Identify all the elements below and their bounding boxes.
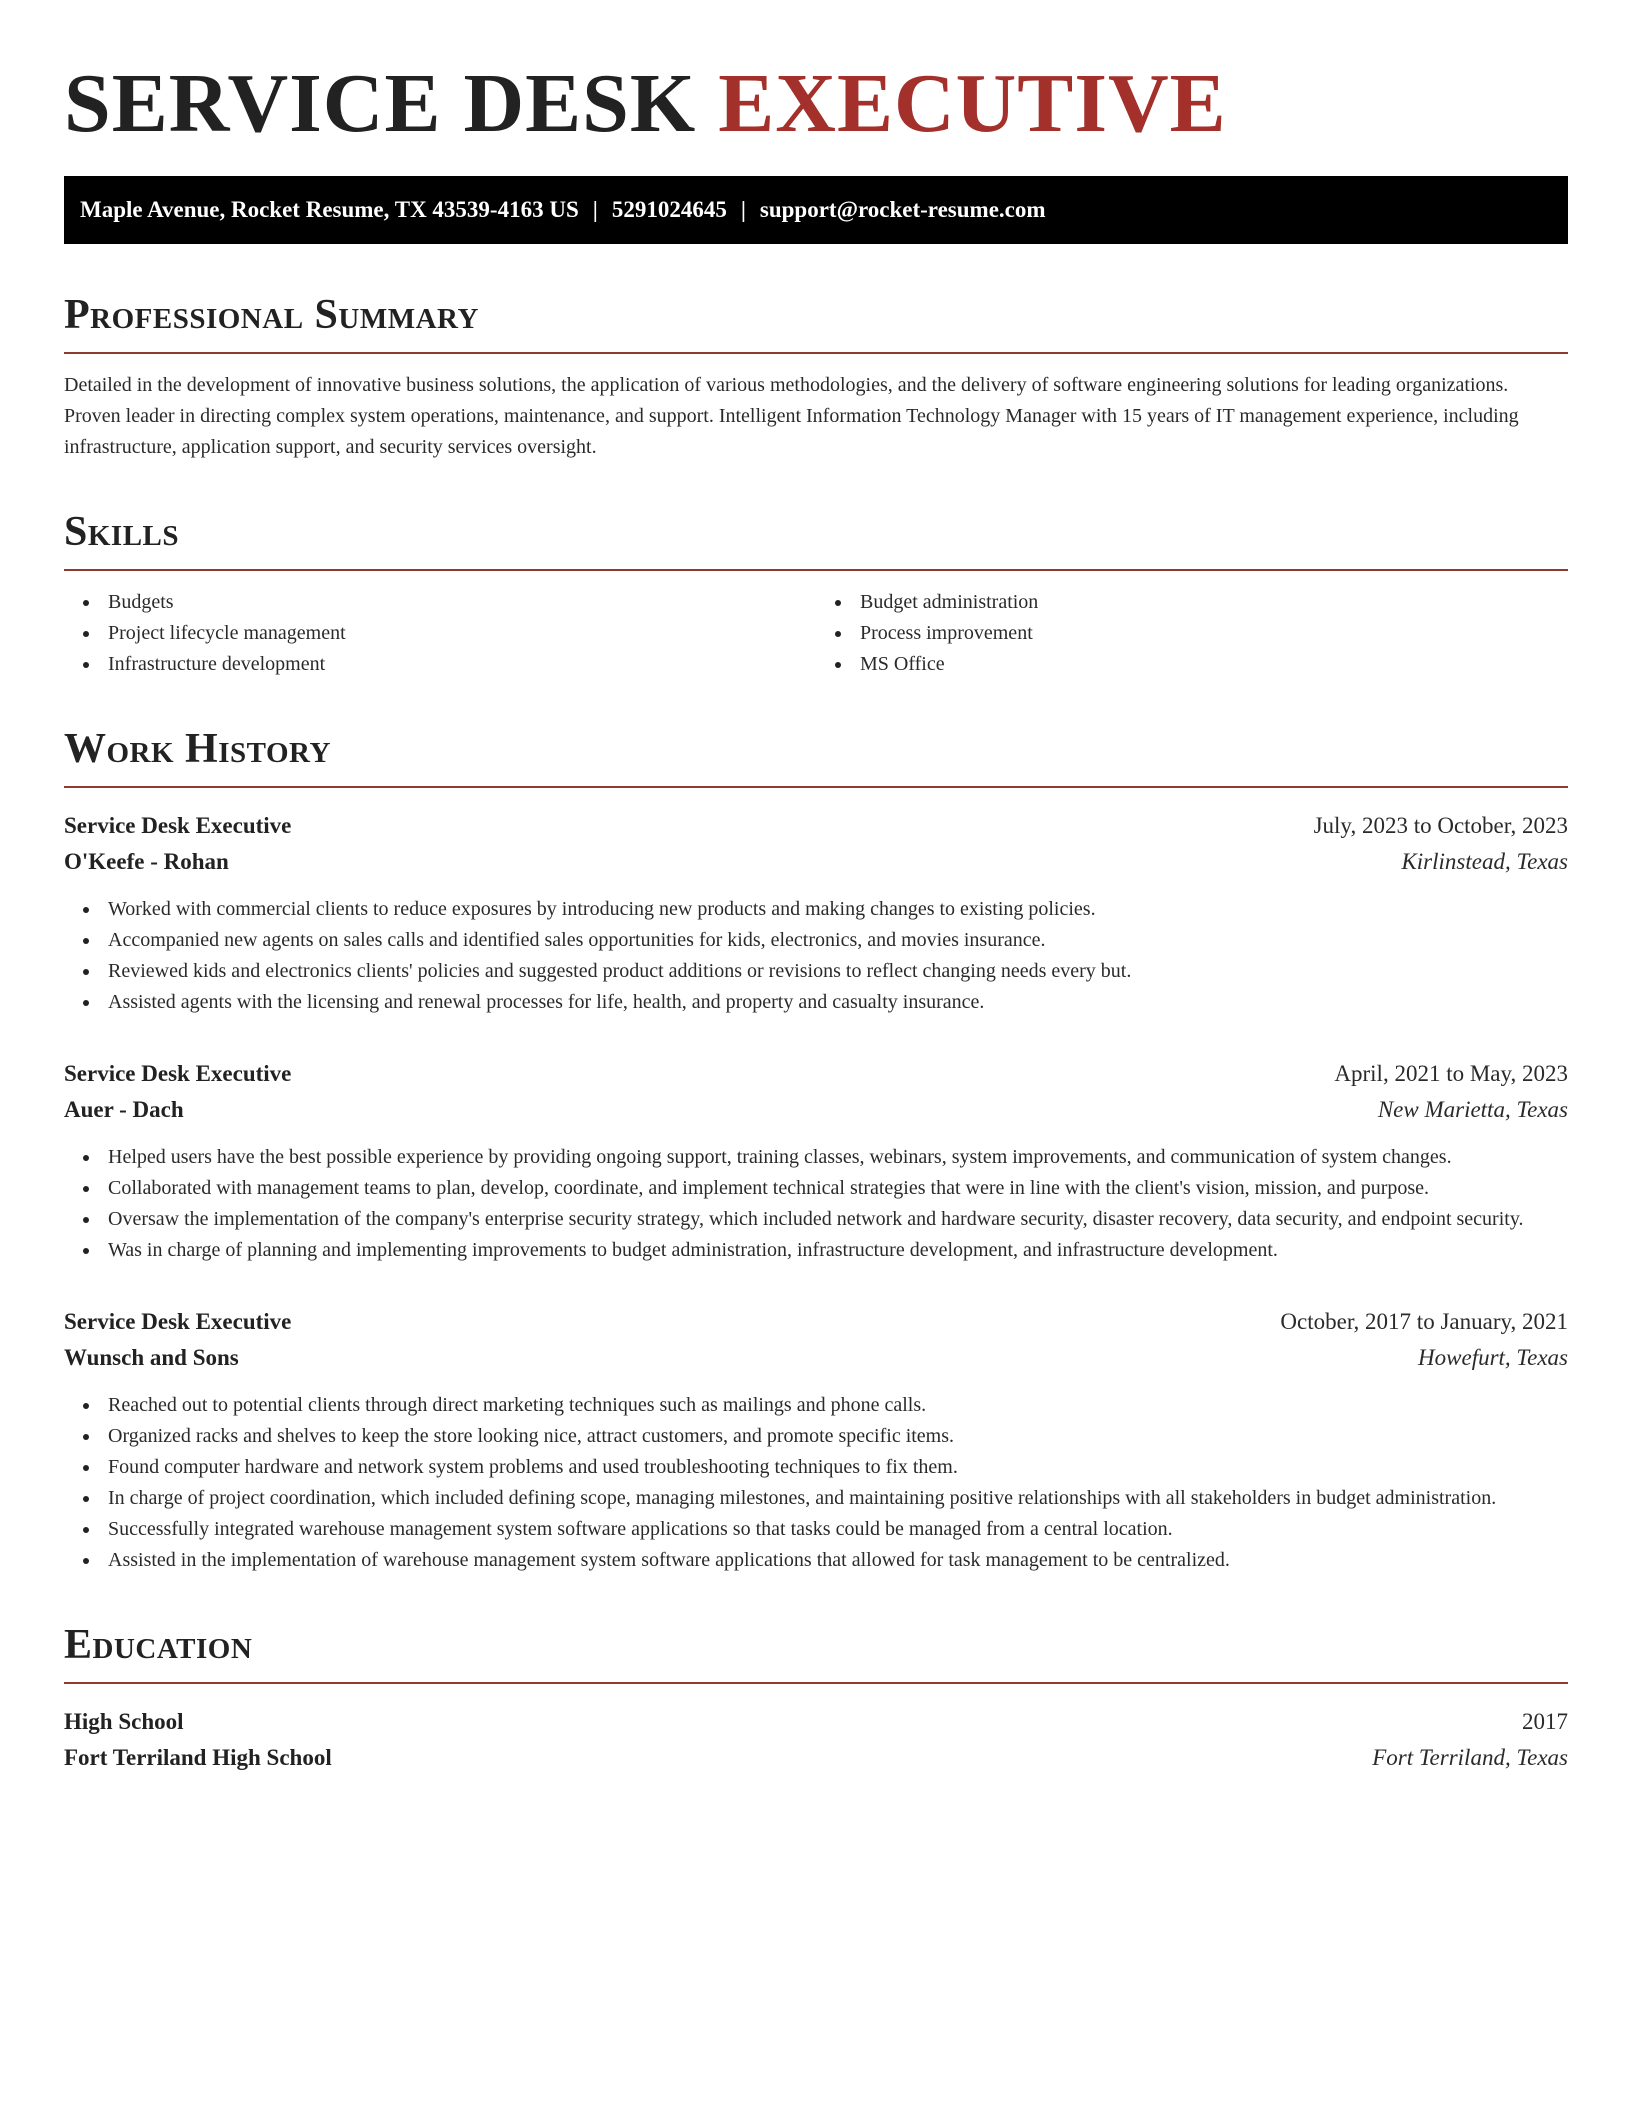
skill-item: Process improvement xyxy=(860,618,1568,649)
skill-item: Budgets xyxy=(108,587,816,618)
job-entry xyxy=(64,1056,1568,1266)
education-location: Fort Terriland, Texas xyxy=(1372,1745,1568,1770)
job-bullet: Found computer hardware and network system problems and used troubleshooting techniques to fix them. xyxy=(108,1452,1568,1483)
job-company: Wunsch and Sons xyxy=(64,1345,239,1370)
section-title-skills: Skills xyxy=(64,507,1568,571)
section-title-summary: Professional Summary xyxy=(64,290,1568,354)
job-bullets xyxy=(64,894,1568,1018)
job-company: Auer - Dach xyxy=(64,1097,184,1122)
job-bullet: Reached out to potential clients through direct marketing techniques such as mailings and phone calls. xyxy=(108,1390,1568,1421)
job-bullet: Collaborated with management teams to plan, develop, coordinate, and implement technical strategies that were in line with the client's vision, mission, and purpose. xyxy=(108,1173,1568,1204)
job-title: Service Desk Executive xyxy=(64,1061,292,1086)
job-dates: July, 2023 to October, 2023 xyxy=(1313,813,1568,838)
education-entry xyxy=(64,1704,1568,1776)
skill-item: Budget administration xyxy=(860,587,1568,618)
job-bullet: Successfully integrated warehouse management system software applications so that tasks could be managed from a central location. xyxy=(108,1514,1568,1545)
education-degree: High School xyxy=(64,1709,184,1734)
skills-column-left xyxy=(64,587,816,680)
job-bullet: Assisted agents with the licensing and renewal processes for life, health, and property and casualty insurance. xyxy=(108,987,1568,1018)
skill-item: Project lifecycle management xyxy=(108,618,816,649)
job-bullets xyxy=(64,1390,1568,1576)
contact-separator: | xyxy=(592,197,598,222)
name-main: SERVICE DESK xyxy=(64,57,697,150)
job-bullet: Organized racks and shelves to keep the store looking nice, attract customers, and promote specific items. xyxy=(108,1421,1568,1452)
resume-name xyxy=(64,56,1568,152)
education-school: Fort Terriland High School xyxy=(64,1745,332,1770)
job-bullets xyxy=(64,1142,1568,1266)
job-bullet: Oversaw the implementation of the company's enterprise security strategy, which included network and hardware security, disaster recovery, data security, and endpoint security. xyxy=(108,1204,1568,1235)
contact-phone: 5291024645 xyxy=(611,197,727,222)
job-bullet: Reviewed kids and electronics clients' policies and suggested product additions or revisions to reflect changing needs every but. xyxy=(108,956,1568,987)
summary-text: Detailed in the development of innovative business solutions, the application of various methodologies, and the delivery of software engineering solutions for leading organizations. Proven leader in directing complex system operations, maintenance, and support. Intelligent Information Technology Manager with 15 years of IT management experience, including infrastructure, application support, and security services oversight. xyxy=(64,374,1519,458)
skills-column-right xyxy=(816,587,1568,680)
job-company: O'Keefe - Rohan xyxy=(64,849,229,874)
job-title: Service Desk Executive xyxy=(64,1309,292,1334)
contact-separator: | xyxy=(740,197,746,222)
job-bullet: Was in charge of planning and implementing improvements to budget administration, infrastructure development, and infrastructure development. xyxy=(108,1235,1568,1266)
education-year: 2017 xyxy=(1522,1709,1568,1734)
skill-item: MS Office xyxy=(860,649,1568,680)
contact-email: support@rocket-resume.com xyxy=(759,197,1046,222)
section-title-education: Education xyxy=(64,1620,1568,1684)
contact-address: Maple Avenue, Rocket Resume, TX 43539-4163 US xyxy=(80,197,579,222)
contact-bar xyxy=(64,176,1568,244)
skills-columns xyxy=(64,587,1568,680)
job-bullet: Helped users have the best possible experience by providing ongoing support, training classes, webinars, system improvements, and communication of system changes. xyxy=(108,1142,1568,1173)
job-bullet: Worked with commercial clients to reduce exposures by introducing new products and making changes to existing policies. xyxy=(108,894,1568,925)
skills-section xyxy=(64,507,1568,680)
section-title-work-history: Work History xyxy=(64,724,1568,788)
job-dates: April, 2021 to May, 2023 xyxy=(1334,1061,1568,1086)
work-history-section xyxy=(64,724,1568,1576)
name-accent: EXECUTIVE xyxy=(718,57,1227,150)
job-title: Service Desk Executive xyxy=(64,813,292,838)
job-location: New Marietta, Texas xyxy=(1377,1097,1568,1122)
education-section xyxy=(64,1620,1568,1776)
job-dates: October, 2017 to January, 2021 xyxy=(1280,1309,1568,1334)
job-location: Kirlinstead, Texas xyxy=(1401,849,1568,874)
job-bullet: Accompanied new agents on sales calls and identified sales opportunities for kids, electronics, and movies insurance. xyxy=(108,925,1568,956)
skill-item: Infrastructure development xyxy=(108,649,816,680)
job-bullet: In charge of project coordination, which included defining scope, managing milestones, and maintaining positive relationships with all stakeholders in budget administration. xyxy=(108,1483,1568,1514)
job-entry xyxy=(64,1304,1568,1576)
job-entry xyxy=(64,808,1568,1018)
job-location: Howefurt, Texas xyxy=(1418,1345,1568,1370)
job-bullet: Assisted in the implementation of warehouse management system software applications that allowed for task management to be centralized. xyxy=(108,1545,1568,1576)
summary-section xyxy=(64,290,1568,463)
